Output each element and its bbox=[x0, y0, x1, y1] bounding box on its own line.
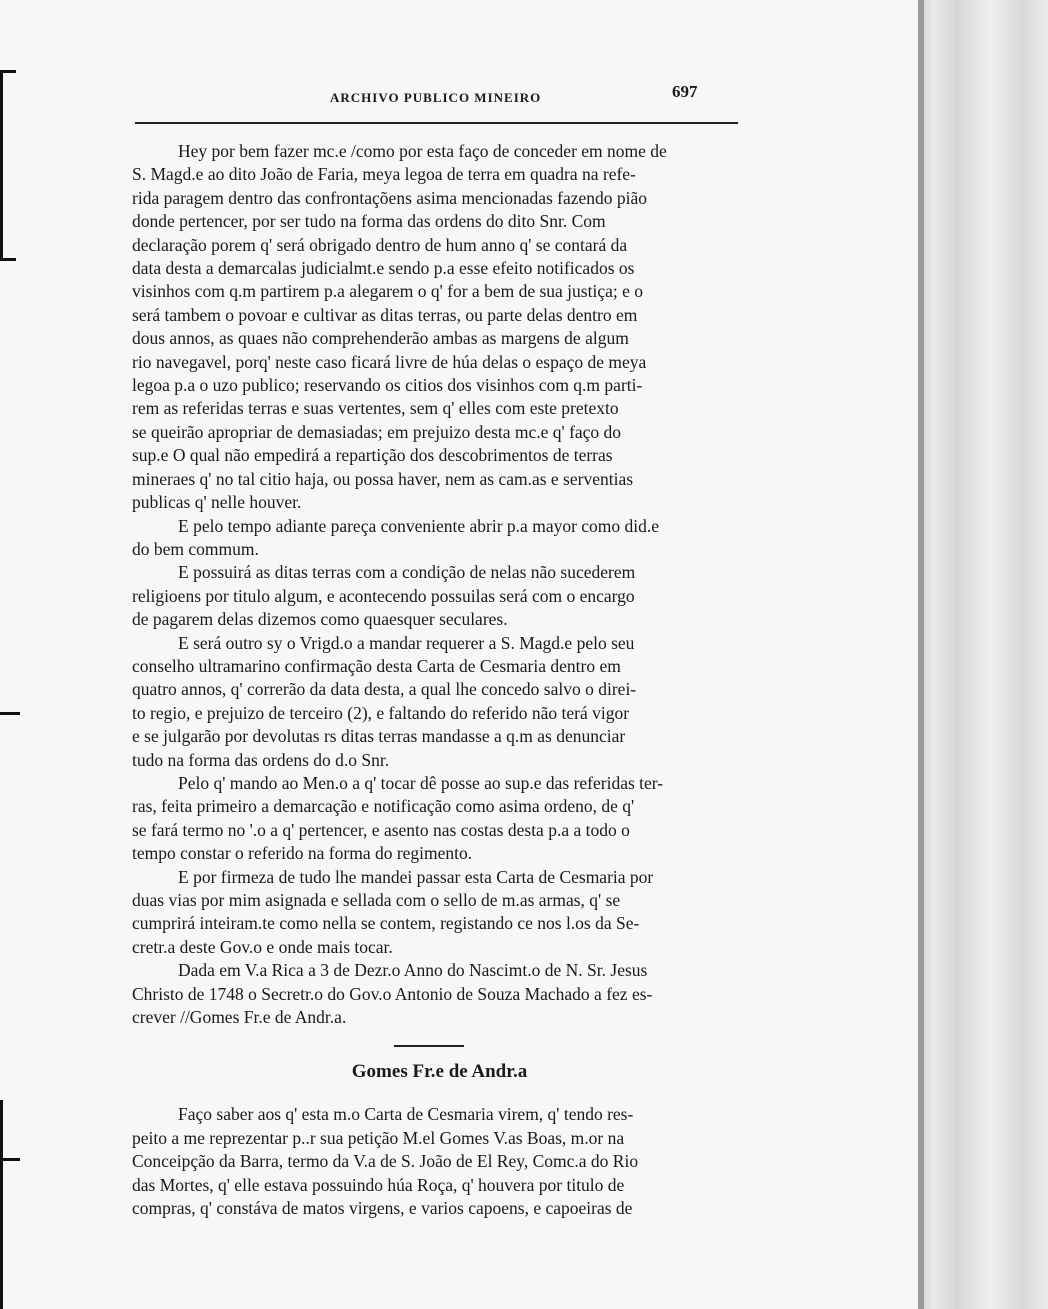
text-line: Hey por bem fazer mc.e /como por esta faço de conceder em nome de bbox=[178, 141, 667, 161]
right-page-edge bbox=[918, 0, 1048, 1309]
text-line: E pelo tempo adiante pareça conveniente abrir p.a mayor como did.e bbox=[178, 515, 660, 536]
document-text-block bbox=[132, 140, 772, 1029]
document-body bbox=[132, 140, 772, 1220]
document-text-block bbox=[132, 1103, 772, 1220]
text-line: sup.e O qual não empedirá a repartição dos descobrimentos de terras bbox=[132, 445, 613, 466]
text-line: tudo na forma das ordens do d.o Snr. bbox=[132, 749, 390, 770]
page-header bbox=[135, 82, 735, 112]
text-line: crever //Gomes Fr.e de Andr.a. bbox=[132, 1007, 347, 1028]
header-rule bbox=[135, 122, 738, 124]
text-line: compras, q' constáva de matos virgens, e varios capoens, e capoeiras de bbox=[132, 1198, 633, 1219]
text-line: ras, feita primeiro a demarcação e notificação como asima ordeno, de q' bbox=[132, 796, 635, 817]
text-line: será tambem o povoar e cultivar as ditas terras, ou parte delas dentro em bbox=[132, 304, 638, 325]
text-line: tempo constar o referido na forma do regimento. bbox=[132, 843, 473, 864]
text-line: Dada em V.a Rica a 3 de Dezr.o Anno do Nascimt.o de N. Sr. Jesus bbox=[178, 960, 648, 981]
section-divider bbox=[394, 1045, 464, 1047]
text-line: das Mortes, q' elle estava possuindo húa Roça, q' houvera por titulo de bbox=[132, 1174, 625, 1195]
text-line: e se julgarão por devolutas rs ditas terras mandasse a q.m as denunciar bbox=[132, 726, 626, 747]
text-line: quatro annos, q' correrão da data desta, a qual lhe concedo salvo o direi- bbox=[132, 679, 637, 700]
text-line: visinhos com q.m partirem p.a alegarem o q' for a bem de sua justiça; e o bbox=[132, 281, 643, 302]
text-line: rem as referidas terras e suas vertentes, sem q' elles com este pretexto bbox=[132, 398, 619, 419]
edge-mark bbox=[0, 70, 3, 260]
text-line: se fará termo no '.o a q' pertencer, e asento nas costas desta p.a a todo o bbox=[132, 819, 630, 840]
text-line: legoa p.a o uzo publico; reservando os citios dos visinhos com q.m parti- bbox=[132, 375, 643, 396]
text-line: publicas q' nelle houver. bbox=[132, 492, 302, 513]
text-line: data desta a demarcalas judicialmt.e sendo p.a esse efeito notificados os bbox=[132, 258, 635, 279]
text-line: declaração porem q' será obrigado dentro de hum anno q' se contará da bbox=[132, 234, 628, 255]
text-line: E será outro sy o Vrigd.o a mandar requerer a S. Magd.e pelo seu bbox=[178, 632, 635, 653]
text-line: Pelo q' mando ao Men.o a q' tocar dê posse ao sup.e das referidas ter- bbox=[178, 772, 664, 793]
edge-mark bbox=[0, 258, 16, 261]
edge-mark bbox=[0, 712, 20, 715]
text-line: mineraes q' no tal citio haja, ou possa haver, nem as cam.as e serventias bbox=[132, 468, 634, 489]
text-line: de pagarem delas dizemos como quaesquer seculares. bbox=[132, 609, 508, 630]
text-line: conselho ultramarino confirmação desta Carta de Cesmaria dentro em bbox=[132, 655, 621, 676]
running-head: ARCHIVO PUBLICO MINEIRO bbox=[330, 90, 542, 105]
text-line: rio navegavel, porq' neste caso ficará livre de húa delas o espaço de meya bbox=[132, 351, 647, 372]
page-number: 697 bbox=[672, 82, 698, 101]
text-line: do bem commum. bbox=[132, 538, 259, 559]
edge-mark bbox=[0, 1100, 3, 1309]
text-line: S. Magd.e ao dito João de Faria, meya legoa de terra em quadra na refe- bbox=[132, 164, 636, 185]
text-line: dous annos, as quaes não comprehenderão ambas as margens de algum bbox=[132, 328, 629, 349]
text-line: E possuirá as ditas terras com a condição de nelas não sucederem bbox=[178, 562, 636, 583]
text-line: to regio, e prejuizo de terceiro (2), e faltando do referido não terá vigor bbox=[132, 702, 630, 723]
text-line: duas vias por mim asignada e sellada com o sello de m.as armas, q' se bbox=[132, 890, 621, 910]
text-line: peito a me reprezentar p..r sua petição M.el Gomes V.as Boas, m.or na bbox=[132, 1127, 625, 1148]
text-line: Christo de 1748 o Secretr.o do Gov.o Antonio de Souza Machado a fez es- bbox=[132, 983, 653, 1004]
left-page-edge bbox=[0, 0, 20, 1309]
edge-mark bbox=[0, 1158, 20, 1161]
text-line: Conceipção da Barra, termo da V.a de S. João de El Rey, Comc.a do Rio bbox=[132, 1151, 639, 1172]
text-line: cretr.a deste Gov.o e onde mais tocar. bbox=[132, 936, 393, 957]
text-line: E por firmeza de tudo lhe mandei passar esta Carta de Cesmaria por bbox=[178, 866, 654, 887]
text-line: religioens por titulo algum, e acontecendo possuilas será com o encargo bbox=[132, 585, 635, 606]
text-line: se queirão apropriar de demasiadas; em prejuizo desta mc.e q' faço do bbox=[132, 421, 622, 442]
text-line: donde pertencer, por ser tudo na forma das ordens do dito Snr. Com bbox=[132, 211, 606, 232]
text-line: Faço saber aos q' esta m.o Carta de Cesmaria virem, q' tendo res- bbox=[178, 1104, 634, 1125]
section-title: Gomes Fr.e de Andr.a bbox=[351, 1061, 528, 1083]
text-line: rida paragem dentro das confrontaçõens asima mencionadas fazendo pião bbox=[132, 187, 648, 208]
text-line: cumprirá inteiram.te como nella se contem, registando ce nos l.os da Se- bbox=[132, 913, 640, 934]
